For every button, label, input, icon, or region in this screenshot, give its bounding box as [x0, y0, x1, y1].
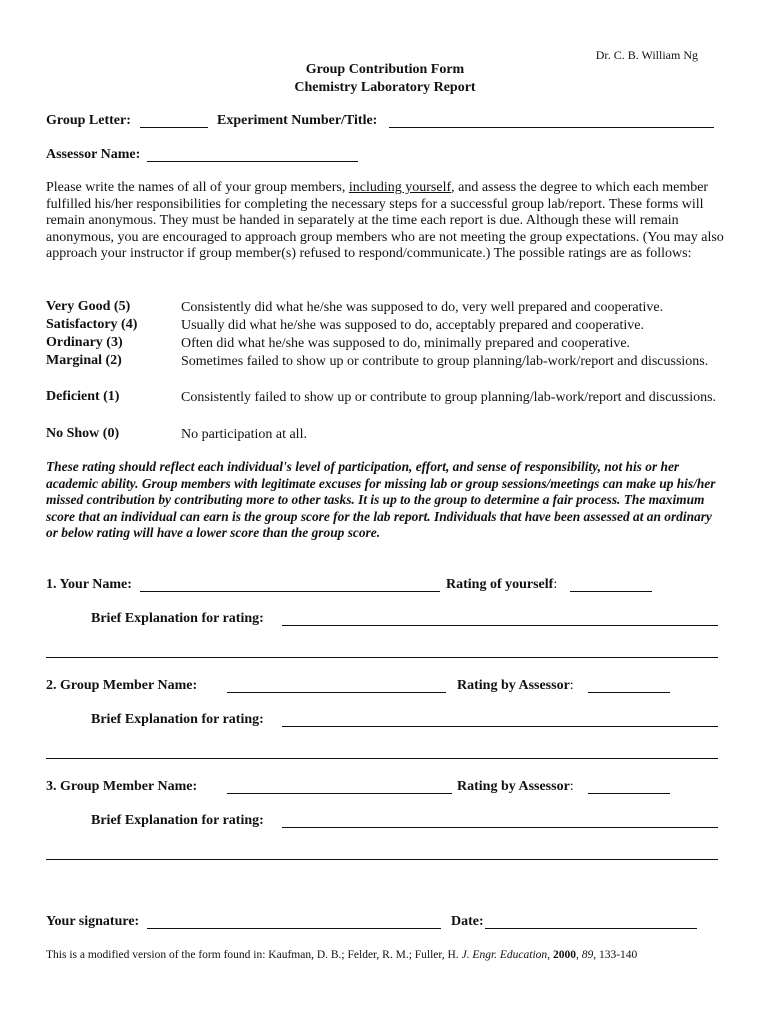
- entry-3-explanation-label: Brief Explanation for rating:: [91, 813, 264, 828]
- entry-1-explanation-label: Brief Explanation for rating:: [91, 611, 264, 626]
- citation-sep-1: ,: [547, 949, 553, 961]
- entry-3-name-label: 3. Group Member Name:: [46, 779, 198, 794]
- group-letter-field[interactable]: [140, 127, 208, 128]
- form-subtitle: Chemistry Laboratory Report: [294, 80, 476, 95]
- rating-label-deficient: Deficient (1): [46, 389, 120, 404]
- assessor-field[interactable]: [147, 161, 358, 162]
- entry-3-explanation-field[interactable]: [282, 827, 718, 828]
- rating-note: These rating should reflect each individual's level of participation, effort, and sense of responsibility, not his or her academic ability. Group members with legitimate excuses for missing lab or group sessions/meetings can make up his/her missed contribution by contributing more to other tasks. It is up to the group to determine a fair process. The maximum score that an individual can earn is the group score for the lab report. Individuals that have been assessed at an ordinary or below rating will have a lower score than the group score.: [46, 459, 716, 540]
- entry-3-rating-text: Rating by Assessor: [457, 779, 570, 794]
- entry-1-explanation-field[interactable]: [282, 625, 718, 626]
- entry-1-rating-label: [446, 577, 557, 593]
- entry-1-rating-text: Rating of yourself: [446, 577, 554, 592]
- date-label: Date:: [451, 914, 484, 929]
- entry-3-rating-colon: :: [569, 779, 574, 794]
- entry-2-rating-field[interactable]: [588, 692, 670, 693]
- citation-text: This is a modified version of the form found in: Kaufman, D. B.; Felder, R. M.; Fuller, H.: [46, 949, 462, 961]
- rating-desc-no-show: No participation at all.: [181, 427, 307, 442]
- entry-2-explanation-line-2[interactable]: [46, 758, 718, 759]
- rating-desc-marginal: Sometimes failed to show up or contribute to group planning/lab-work/report and discussions.: [181, 354, 709, 369]
- citation-year: 2000: [552, 949, 576, 961]
- citation-volume: 89: [581, 949, 594, 961]
- entry-1-name-field[interactable]: [140, 591, 440, 592]
- signature-label: Your signature:: [46, 914, 140, 929]
- rating-desc-deficient: Consistently failed to show up or contribute to group planning/lab-work/report and discussions.: [181, 390, 717, 405]
- instructions-emphasis: including yourself: [348, 180, 452, 195]
- entry-2-name-label: 2. Group Member Name:: [46, 678, 198, 693]
- instructions-paragraph: [46, 180, 726, 263]
- rating-desc-ordinary: Often did what he/she was supposed to do, minimally prepared and cooperative.: [181, 336, 631, 351]
- group-letter-label: Group Letter:: [46, 113, 131, 128]
- entry-1-name-label: 1. Your Name:: [46, 577, 132, 592]
- entry-3-name-field[interactable]: [227, 793, 452, 794]
- signature-field[interactable]: [147, 928, 441, 929]
- entry-3-explanation-line-2[interactable]: [46, 859, 718, 860]
- rating-label-marginal: Marginal (2): [46, 353, 122, 368]
- citation-pages: , 133-140: [593, 949, 638, 961]
- rating-desc-satisfactory: Usually did what he/she was supposed to do, acceptably prepared and cooperative.: [181, 318, 645, 333]
- experiment-label: Experiment Number/Title:: [217, 113, 378, 128]
- rating-label-very-good: Very Good (5): [46, 299, 131, 314]
- rating-label-no-show: No Show (0): [46, 426, 120, 441]
- rating-label-ordinary: Ordinary (3): [46, 335, 123, 350]
- instructions-text-2: , and assess the degree to which each member fulfilled his/her responsibilities for completing the necessary steps for a successful group lab/report. These forms will remain anonymous. They must be handed in separately at the time each report is due. Although these will remain anonymous, you are encouraged to approach group members who are not meeting the group expectations. (You may also approach your instructor if group member(s) refused to respond/communicate.) The possible ratings are as follows:: [46, 180, 724, 262]
- entry-2-explanation-field[interactable]: [282, 726, 718, 727]
- form-title: Group Contribution Form: [305, 62, 465, 77]
- citation-journal: J. Engr. Education: [461, 949, 548, 961]
- entry-1-rating-field[interactable]: [570, 591, 652, 592]
- citation-sep-2: ,: [575, 949, 582, 961]
- entry-2-rating-label: [457, 678, 574, 694]
- entry-3-rating-label: [457, 779, 574, 795]
- entry-2-explanation-label: Brief Explanation for rating:: [91, 712, 264, 727]
- date-field[interactable]: [485, 928, 697, 929]
- entry-2-name-field[interactable]: [227, 692, 446, 693]
- entry-2-rating-colon: :: [569, 678, 574, 693]
- citation-footer: [46, 949, 637, 961]
- experiment-field[interactable]: [389, 127, 714, 128]
- instructions-text-1: Please write the names of all of your group members,: [46, 180, 349, 195]
- entry-1-rating-colon: :: [553, 577, 558, 592]
- entry-1-explanation-line-2[interactable]: [46, 657, 718, 658]
- rating-label-satisfactory: Satisfactory (4): [46, 317, 138, 332]
- assessor-label: Assessor Name:: [46, 147, 141, 162]
- rating-desc-very-good: Consistently did what he/she was supposed to do, very well prepared and cooperative.: [181, 300, 664, 315]
- entry-2-rating-text: Rating by Assessor: [457, 678, 570, 693]
- author-name: Dr. C. B. William Ng: [595, 48, 698, 62]
- entry-3-rating-field[interactable]: [588, 793, 670, 794]
